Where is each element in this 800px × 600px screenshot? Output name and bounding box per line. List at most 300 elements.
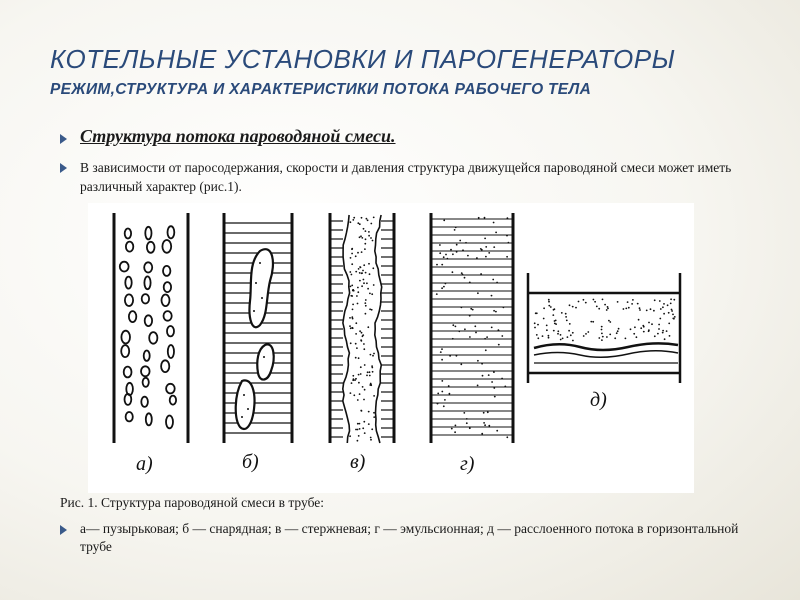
vapor-dot — [358, 435, 360, 437]
vapor-dot — [664, 338, 666, 340]
vapor-dot — [643, 326, 645, 328]
vapor-dot — [662, 332, 664, 334]
vapor-dot — [601, 339, 603, 341]
vapor-dot — [498, 329, 500, 331]
vapor-dot — [253, 310, 255, 312]
vapor-dot — [477, 385, 479, 387]
vapor-dot — [351, 263, 353, 265]
vapor-dot — [592, 321, 594, 323]
bubble — [146, 413, 152, 425]
vapor-dot — [363, 343, 365, 345]
vapor-dot — [370, 384, 372, 386]
vapor-dot — [350, 221, 352, 223]
vapor-dot — [466, 418, 468, 420]
vapor-dot — [449, 355, 451, 357]
vapor-dot — [537, 337, 539, 339]
vapor-dot — [460, 364, 462, 366]
vapor-dot — [368, 411, 370, 413]
vapor-dot — [372, 240, 374, 242]
bubble — [145, 227, 151, 240]
bullet-arrow-icon — [58, 133, 70, 145]
bubble — [125, 294, 133, 306]
vapor-dot — [358, 357, 360, 359]
vapor-dot — [609, 321, 611, 323]
vapor-dot — [452, 271, 454, 273]
vapor-dot — [372, 267, 374, 269]
vapor-dot — [470, 308, 472, 310]
vapor-dot — [495, 232, 497, 234]
vapor-dot — [441, 359, 443, 361]
vapor-dot — [444, 399, 446, 401]
vapor-dot — [364, 389, 366, 391]
bubble — [164, 282, 171, 292]
vapor-dot — [373, 395, 375, 397]
vapor-dot — [359, 236, 361, 238]
bubble — [124, 367, 132, 378]
vapor-dot — [483, 412, 485, 414]
vapor-dot — [247, 408, 249, 410]
vapor-dot — [437, 403, 439, 405]
vapor-dot — [455, 326, 457, 328]
vapor-dot — [631, 303, 633, 305]
vapor-dot — [583, 335, 585, 337]
vapor-dot — [602, 336, 604, 338]
vapor-dot — [590, 321, 592, 323]
vapor-dot — [481, 433, 483, 435]
vapor-dot — [451, 428, 453, 430]
vapor-dot — [455, 227, 457, 229]
vapor-dot — [607, 306, 609, 308]
vapor-dot — [476, 257, 478, 259]
vapor-dot — [623, 308, 625, 310]
vapor-dot — [653, 310, 655, 312]
vapor-dot — [352, 289, 354, 291]
vapor-dot — [452, 324, 454, 326]
vapor-dot — [367, 326, 369, 328]
vapor-dot — [660, 308, 662, 310]
vapor-dot — [371, 309, 373, 311]
vapor-dot — [350, 392, 352, 394]
label-a: а) — [136, 453, 153, 475]
vapor-dot — [365, 238, 367, 240]
vapor-dot — [666, 330, 668, 332]
vapor-dot — [488, 374, 490, 376]
vapor-dot — [543, 318, 545, 320]
vapor-dot — [673, 318, 675, 320]
vapor-dot — [486, 336, 488, 338]
vapor-dot — [632, 299, 634, 301]
vapor-dot — [355, 271, 357, 273]
vapor-dot — [243, 394, 245, 396]
vapor-dot — [554, 308, 556, 310]
bullet-arrow-icon — [58, 524, 70, 536]
vapor-dot — [491, 327, 493, 329]
vapor-dot — [359, 272, 361, 274]
bubble — [144, 262, 152, 272]
vapor-dot — [585, 302, 587, 304]
vapor-dot — [445, 283, 447, 285]
vapor-dot — [506, 256, 508, 258]
bubble — [143, 378, 149, 387]
vapor-dot — [566, 320, 568, 322]
vapor-dot — [359, 428, 361, 430]
vapor-dot — [370, 223, 372, 225]
vapor-dot — [441, 264, 443, 266]
vapor-dot — [370, 437, 372, 439]
flow-structure-figure — [88, 203, 694, 493]
vapor-dot — [365, 313, 367, 315]
vapor-dot — [462, 274, 464, 276]
vapor-dot — [465, 242, 467, 244]
vapor-dot — [669, 335, 671, 337]
vapor-dot — [506, 436, 508, 438]
bubble — [121, 331, 130, 344]
vapor-dot — [658, 324, 660, 326]
vapor-dot — [364, 243, 366, 245]
vapor-dot — [601, 333, 603, 335]
vapor-dot — [646, 310, 648, 312]
vapor-dot — [462, 249, 464, 251]
vapor-dot — [484, 217, 486, 219]
vapor-dot — [477, 292, 479, 294]
vapor-dot — [368, 231, 370, 233]
vapor-dot — [561, 312, 563, 314]
vapor-dot — [440, 351, 442, 353]
vapor-dot — [557, 330, 559, 332]
vapor-dot — [368, 263, 370, 265]
vapor-dot — [670, 303, 672, 305]
vapor-dot — [578, 301, 580, 303]
vapor-dot — [560, 334, 562, 336]
vapor-dot — [572, 340, 574, 342]
vapor-dot — [363, 421, 365, 423]
vapor-dot — [350, 342, 352, 344]
vapor-dot — [359, 423, 361, 425]
vapor-dot — [351, 253, 353, 255]
vapor-dot — [359, 280, 361, 282]
vapor-dot — [572, 306, 574, 308]
vapor-dot — [469, 315, 471, 317]
vapor-dot — [369, 273, 371, 275]
vapor-dot — [548, 305, 550, 307]
vapor-dot — [569, 323, 571, 325]
vapor-dot — [485, 349, 487, 351]
vapor-dot — [495, 311, 497, 313]
vapor-dot — [668, 323, 670, 325]
vapor-dot — [483, 422, 485, 424]
vapor-dot — [596, 306, 598, 308]
vapor-dot — [370, 439, 372, 441]
vapor-dot — [673, 299, 675, 301]
vapor-dot — [640, 327, 642, 329]
vapor-dot — [618, 328, 620, 330]
vapor-dot — [493, 222, 495, 224]
vapor-dot — [369, 371, 371, 373]
vapor-dot — [493, 387, 495, 389]
vapor-dot — [658, 328, 660, 330]
slide-subtitle: РЕЖИМ,СТРУКТУРА И ХАРАКТЕРИСТИКИ ПОТОКА РАБОЧЕГО ТЕЛА — [50, 81, 592, 98]
vapor-dot — [560, 339, 562, 341]
vapor-dot — [568, 330, 570, 332]
vapor-dot — [450, 249, 452, 251]
vapor-dot — [364, 364, 366, 366]
bubble — [164, 311, 172, 321]
vapor-dot — [349, 435, 351, 437]
vapor-dot — [351, 274, 353, 276]
bubble — [141, 397, 148, 407]
vapor-dot — [648, 329, 650, 331]
vapor-dot — [352, 219, 354, 221]
vapor-dot — [443, 256, 445, 258]
vapor-dot — [360, 235, 362, 237]
vapor-dot — [508, 242, 510, 244]
vapor-dot — [593, 299, 595, 301]
vapor-dot — [481, 363, 483, 365]
vapor-dot — [363, 282, 365, 284]
vapor-dot — [617, 301, 619, 303]
vapor-dot — [493, 371, 495, 373]
vapor-dot — [452, 253, 454, 255]
vapor-dot — [357, 399, 359, 401]
vapor-dot — [506, 235, 508, 237]
vapor-dot — [351, 248, 353, 250]
vapor-dot — [456, 355, 458, 357]
bubble — [144, 351, 150, 361]
bubble — [126, 242, 133, 252]
vapor-dot — [351, 316, 353, 318]
vapor-dot — [546, 329, 548, 331]
vapor-dot — [671, 309, 673, 311]
vapor-dot — [651, 323, 653, 325]
vapor-dot — [466, 422, 468, 424]
vapor-dot — [598, 308, 600, 310]
vapor-dot — [259, 262, 261, 264]
vapor-dot — [373, 284, 375, 286]
vapor-dot — [480, 273, 482, 275]
vapor-dot — [456, 251, 458, 253]
vapor-dot — [358, 374, 360, 376]
vapor-dot — [492, 279, 494, 281]
bubble-flow-diagram — [114, 213, 188, 443]
vapor-dot — [364, 432, 366, 434]
bubble — [168, 345, 174, 358]
vapor-dot — [360, 339, 362, 341]
vapor-dot — [448, 385, 450, 387]
bubble — [121, 345, 129, 357]
vapor-dot — [604, 304, 606, 306]
vapor-dot — [255, 282, 257, 284]
vapor-dot — [565, 316, 567, 318]
vapor-dot — [351, 327, 353, 329]
label-b: б) — [242, 451, 259, 473]
vapor-dot — [537, 324, 539, 326]
vapor-dot — [493, 246, 495, 248]
vapor-dot — [608, 320, 610, 322]
vapor-dot — [668, 312, 670, 314]
vapor-dot — [349, 271, 351, 273]
vapor-dot — [361, 217, 363, 219]
vapor-dot — [485, 246, 487, 248]
vapor-dot — [261, 297, 263, 299]
vapor-dot — [349, 325, 351, 327]
vapor-dot — [548, 301, 550, 303]
vapor-dot — [373, 416, 375, 418]
bullet-arrow-icon — [58, 162, 70, 174]
vapor-dot — [507, 217, 509, 219]
vapor-dot — [662, 330, 664, 332]
bubble — [161, 360, 169, 372]
vapor-dot — [548, 299, 550, 301]
vapor-dot — [362, 427, 364, 429]
vapor-dot — [456, 244, 458, 246]
vapor-dot — [636, 336, 638, 338]
vapor-dot — [583, 299, 585, 301]
vapor-dot — [633, 333, 635, 335]
vapor-dot — [594, 301, 596, 303]
vapor-dot — [439, 252, 441, 254]
vapor-dot — [639, 307, 641, 309]
vapor-dot — [443, 405, 445, 407]
vapor-dot — [351, 382, 353, 384]
vapor-dot — [439, 244, 441, 246]
vapor-dot — [606, 309, 608, 311]
vapor-dot — [553, 330, 555, 332]
vapor-dot — [359, 330, 361, 332]
vapor-dot — [565, 313, 567, 315]
vapor-dot — [360, 366, 362, 368]
vapor-dot — [361, 332, 363, 334]
vapor-dot — [467, 255, 469, 257]
vapor-dot — [602, 299, 604, 301]
vapor-dot — [355, 429, 357, 431]
vapor-dot — [562, 338, 564, 340]
vapor-dot — [441, 380, 443, 382]
vapor-dot — [461, 307, 463, 309]
vapor-dot — [625, 308, 627, 310]
vapor-dot — [601, 326, 603, 328]
vapor-dot — [567, 336, 569, 338]
vapor-dot — [368, 235, 370, 237]
vapor-dot — [372, 355, 374, 357]
vapor-dot — [501, 378, 503, 380]
vapor-dot — [463, 412, 465, 414]
vapor-dot — [357, 423, 359, 425]
vapor-dot — [493, 310, 495, 312]
vapor-dot — [536, 312, 538, 314]
vapor-dot — [366, 218, 368, 220]
vapor-dot — [659, 300, 661, 302]
vapor-dot — [672, 314, 674, 316]
vapor-dot — [670, 298, 672, 300]
vapor-dot — [366, 282, 368, 284]
bubble — [163, 266, 170, 276]
vapor-dot — [373, 353, 375, 355]
vapor-dot — [454, 229, 456, 231]
vapor-dot — [350, 257, 352, 259]
vapor-dot — [358, 382, 360, 384]
vapor-dot — [638, 319, 640, 321]
vapor-dot — [663, 303, 665, 305]
vapor-dot — [587, 331, 589, 333]
vapor-dot — [459, 240, 461, 242]
bubble — [166, 416, 173, 429]
vapor-dot — [447, 258, 449, 260]
vapor-dot — [352, 304, 354, 306]
vapor-dot — [362, 335, 364, 337]
vapor-dot — [650, 308, 652, 310]
vapor-dot — [363, 348, 365, 350]
vapor-dot — [365, 305, 367, 307]
vapor-dot — [659, 318, 661, 320]
vapor-dot — [352, 375, 354, 377]
vapor-dot — [361, 272, 363, 274]
vapor-dot — [363, 264, 365, 266]
annular-flow-diagram — [330, 213, 394, 443]
vapor-dot — [504, 386, 506, 388]
vapor-dot — [488, 425, 490, 427]
vapor-dot — [353, 394, 355, 396]
vapor-dot — [436, 264, 438, 266]
vapor-dot — [487, 411, 489, 413]
vapor-dot — [484, 338, 486, 340]
vapor-dot — [357, 440, 359, 442]
vapor-dot — [648, 322, 650, 324]
bubble — [162, 240, 171, 253]
vapor-dot — [555, 323, 557, 325]
figure-caption: Рис. 1. Структура пароводяной смеси в трубе: — [60, 495, 325, 510]
vapor-dot — [449, 393, 451, 395]
vapor-dot — [536, 334, 538, 336]
vapor-dot — [617, 330, 619, 332]
vapor-dot — [534, 322, 536, 324]
vapor-dot — [367, 288, 369, 290]
vapor-dot — [503, 307, 505, 309]
vapor-dot — [614, 337, 616, 339]
vapor-dot — [634, 326, 636, 328]
bubble — [142, 294, 149, 303]
vapor-dot — [674, 316, 676, 318]
vapor-dot — [359, 393, 361, 395]
vapor-dot — [351, 295, 353, 297]
vapor-dot — [625, 338, 627, 340]
vapor-dot — [572, 332, 574, 334]
vapor-dot — [484, 238, 486, 240]
bubble — [147, 242, 155, 253]
vapor-dot — [360, 373, 362, 375]
vapor-dot — [639, 309, 641, 311]
vapor-dot — [552, 314, 554, 316]
vapor-dot — [363, 279, 365, 281]
vapor-dot — [455, 425, 457, 427]
label-d: г) — [460, 453, 475, 475]
bullet-description: В зависимости от паросодержания, скорости и давления структура движущейся пароводяной смеси может иметь различный характер (рис.1). — [80, 160, 732, 194]
vapor-dot — [630, 328, 632, 330]
vapor-dot — [557, 333, 559, 335]
vapor-dot — [458, 330, 460, 332]
vapor-dot — [352, 309, 354, 311]
vapor-dot — [667, 304, 669, 306]
vapor-dot — [662, 306, 664, 308]
vapor-dot — [548, 337, 550, 339]
vapor-dot — [494, 396, 496, 398]
label-e: д) — [590, 389, 607, 411]
bubble — [125, 277, 131, 289]
vapor-dot — [469, 336, 471, 338]
vapor-dot — [575, 307, 577, 309]
vapor-dot — [362, 386, 364, 388]
vapor-dot — [367, 371, 369, 373]
vapor-dot — [355, 322, 357, 324]
